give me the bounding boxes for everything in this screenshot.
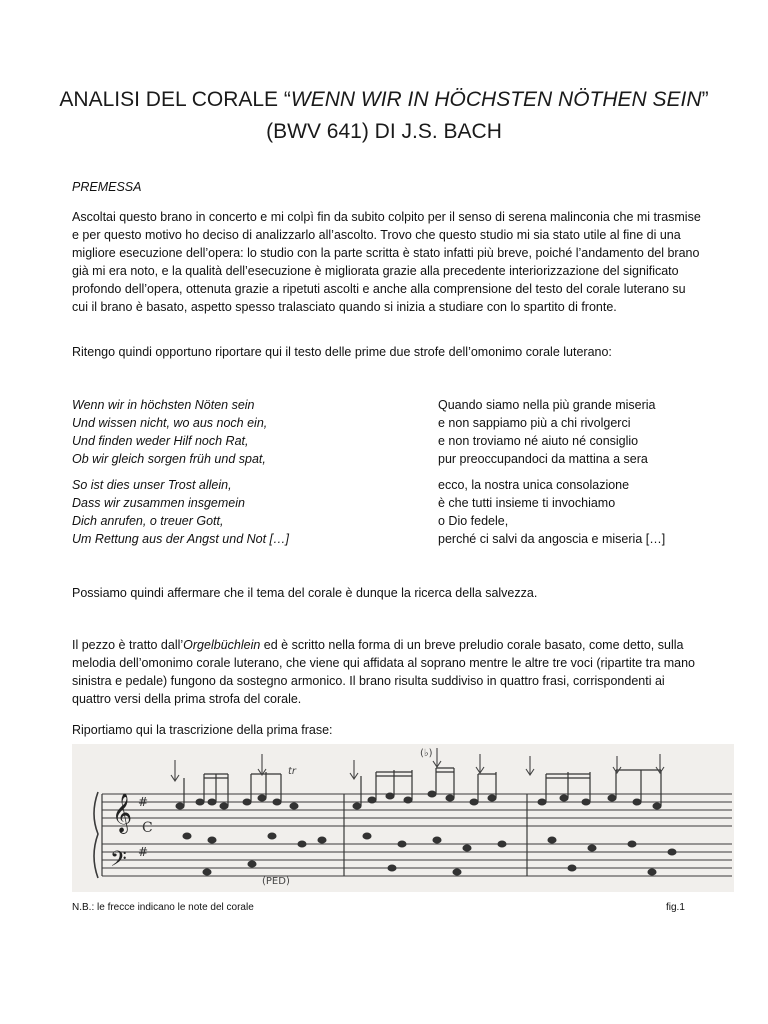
- document-title-line-2: (BWV 641) DI J.S. BACH: [266, 120, 502, 143]
- svg-text:#: #: [138, 845, 149, 859]
- paragraph-transcription: Riportiamo qui la trascrizione della prima frase:: [72, 723, 333, 737]
- poem-line: pur preoccupandoci da mattina a sera: [438, 452, 648, 466]
- trill-mark: tr: [288, 766, 297, 777]
- poem-line: Und wissen nicht, wo aus noch ein,: [72, 416, 268, 430]
- poem-line: e non troviamo né aiuto né consiglio: [438, 434, 639, 448]
- structure-text-before: Il pezzo è tratto dall’: [72, 638, 184, 652]
- structure-work-title: Orgelbüchlein: [183, 638, 261, 652]
- svg-text:𝄞: 𝄞: [112, 793, 133, 833]
- poem-line: perché ci salvi da angoscia e miseria […]: [438, 532, 666, 546]
- poem-line: Dich anrufen, o treuer Gott,: [72, 514, 224, 528]
- poem-german-stanza-2: [72, 476, 289, 548]
- svg-text:C: C: [142, 820, 153, 836]
- paragraph-structure: [72, 636, 702, 708]
- poem-line: ecco, la nostra unica consolazione: [438, 478, 630, 492]
- figure-number: fig.1: [666, 902, 685, 913]
- poem-line: Quando siamo nella più grande miseria: [438, 398, 656, 412]
- poem-german-stanza-1: [72, 396, 267, 468]
- flat-mark: (♭): [420, 748, 433, 759]
- poem-line: o Dio fedele,: [438, 514, 509, 528]
- svg-text:#: #: [138, 795, 149, 809]
- poem-line: So ist dies unser Trost allein,: [72, 478, 232, 492]
- title-prefix: ANALISI DEL CORALE “: [59, 88, 291, 111]
- poem-line: Ob wir gleich sorgen früh und spat,: [72, 452, 266, 466]
- paragraph-intro: Ascoltai questo brano in concerto e mi colpì fin da subito colpito per il senso di serena malinconia che mi trasmise e per questo motivo ho deciso di analizzarlo all’ascolto. Trovo che questo studio mi sia stato utile al fine di una migliore esecuzione dell’opera: lo studio con la parte scritta è stato infatti più breve, poiché l’andamento del brano già mi era noto, e la qualità dell’esecuzione è migliorata grazie alla precedente interiorizzazione del significato profondo dell’opera, ottenuta grazie a ripetuti ascolti e anche alla comprensione del testo del corale luterano su cui il brano è basato, aspetto spesso tralasciato quando si inizia a studiare con lo spartito di fronte.: [72, 210, 701, 314]
- poem-line: Dass wir zusammen insgemein: [72, 496, 245, 510]
- poem-line: Und finden weder Hilf noch Rat,: [72, 434, 249, 448]
- svg-text:𝄢: 𝄢: [110, 847, 127, 877]
- paragraph-intro-text: Ritengo quindi opportuno riportare qui il testo delle prime due strofe dell’omonimo corale luterano:: [72, 345, 612, 359]
- pedal-mark: (PED): [262, 876, 290, 887]
- section-heading-premessa: PREMESSA: [72, 180, 142, 194]
- poem-line: è che tutti insieme ti invochiamo: [438, 496, 616, 510]
- poem-italian-stanza-1: [438, 396, 656, 468]
- poem-italian-stanza-2: [438, 476, 665, 548]
- poem-line: e non sappiamo più a chi rivolgerci: [438, 416, 631, 430]
- score-transcription-figure: [72, 744, 734, 892]
- structure-text-after: ed è scritto nella forma di un breve preludio corale basato, come detto, sulla melodia dell’omonimo corale luterano, che viene qui affidata al soprano mentre le altre tre voci (ripartite tra mano sinistra e pedale) fungono da sostegno armonico. Il brano risulta suddiviso in quattro frasi, corrispondenti ai quattro versi della prima strofa del corale.: [72, 638, 696, 706]
- poem-line: Wenn wir in höchsten Nöten sein: [72, 398, 255, 412]
- title-chorale-name: WENN WIR IN HÖCHSTEN NÖTHEN SEIN: [290, 88, 702, 111]
- document-title-line-1: [0, 84, 768, 116]
- title-suffix: ”: [701, 88, 709, 111]
- handwritten-score-image: [72, 744, 734, 892]
- figure-caption-note: N.B.: le frecce indicano le note del corale: [72, 902, 254, 913]
- poem-line: Um Rettung aus der Angst und Not […]: [72, 532, 290, 546]
- paragraph-theme: Possiamo quindi affermare che il tema del corale è dunque la ricerca della salvezza.: [72, 586, 538, 600]
